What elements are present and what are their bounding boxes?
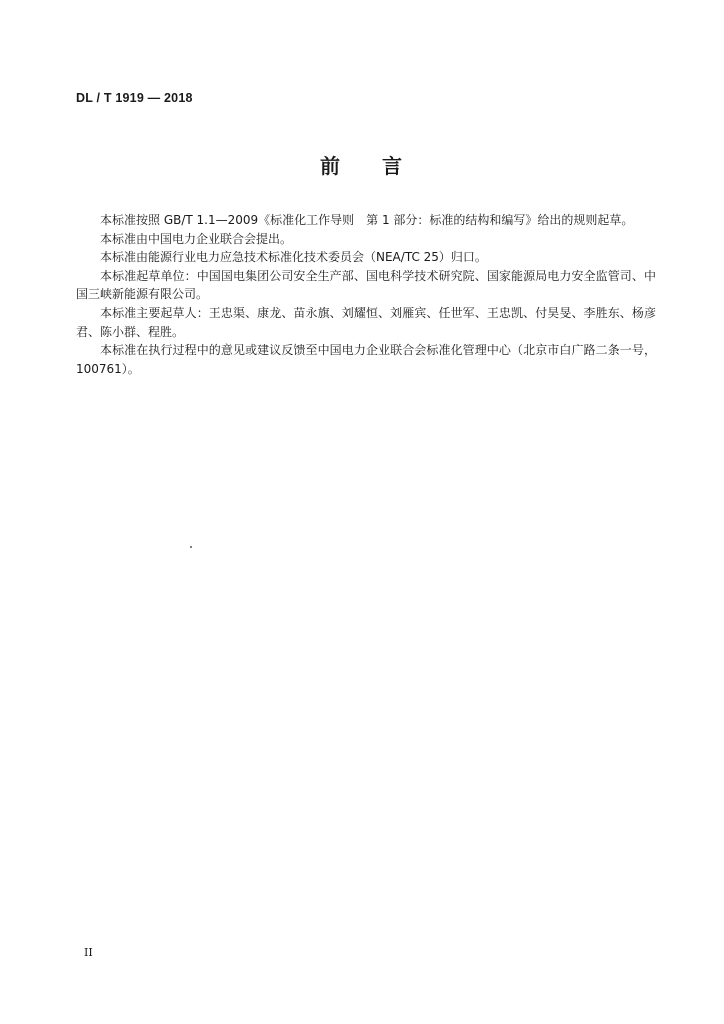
title-char-1: 前: [320, 154, 342, 178]
standard-code-header: DL / T 1919 — 2018: [76, 91, 193, 105]
paragraph-drafting-units: 本标准起草单位：中国国电集团公司安全生产部、国电科学技术研究院、国家能源局电力安全监管司、中国三峡新能源有限公司。: [76, 268, 656, 302]
paragraph-main-drafters: 本标准主要起草人：王忠渠、康龙、苗永旗、刘耀恒、刘雁宾、任世军、王忠凯、付昊旻、李胜东、杨彦君、陈小群、程胜。: [76, 305, 656, 339]
page-number: II: [84, 946, 93, 959]
foreword-body: [76, 211, 656, 378]
foreword-title: [0, 150, 724, 179]
paragraph-under-jurisdiction: 本标准由能源行业电力应急技术标准化技术委员会（NEA/TC 25）归口。: [100, 250, 487, 265]
paragraph-feedback: 本标准在执行过程中的意见或建议反馈至中国电力企业联合会标准化管理中心（北京市白广路二条一号，100761）。: [76, 343, 656, 376]
scan-speck: [190, 546, 192, 548]
paragraph-drafting-rules: 本标准按照 GB/T 1.1—2009《标准化工作导则 第 1 部分：标准的结构和编写》给出的规则起草。: [100, 213, 634, 227]
paragraph-proposed-by: 本标准由中国电力企业联合会提出。: [100, 231, 293, 246]
title-char-2: 言: [382, 154, 404, 178]
